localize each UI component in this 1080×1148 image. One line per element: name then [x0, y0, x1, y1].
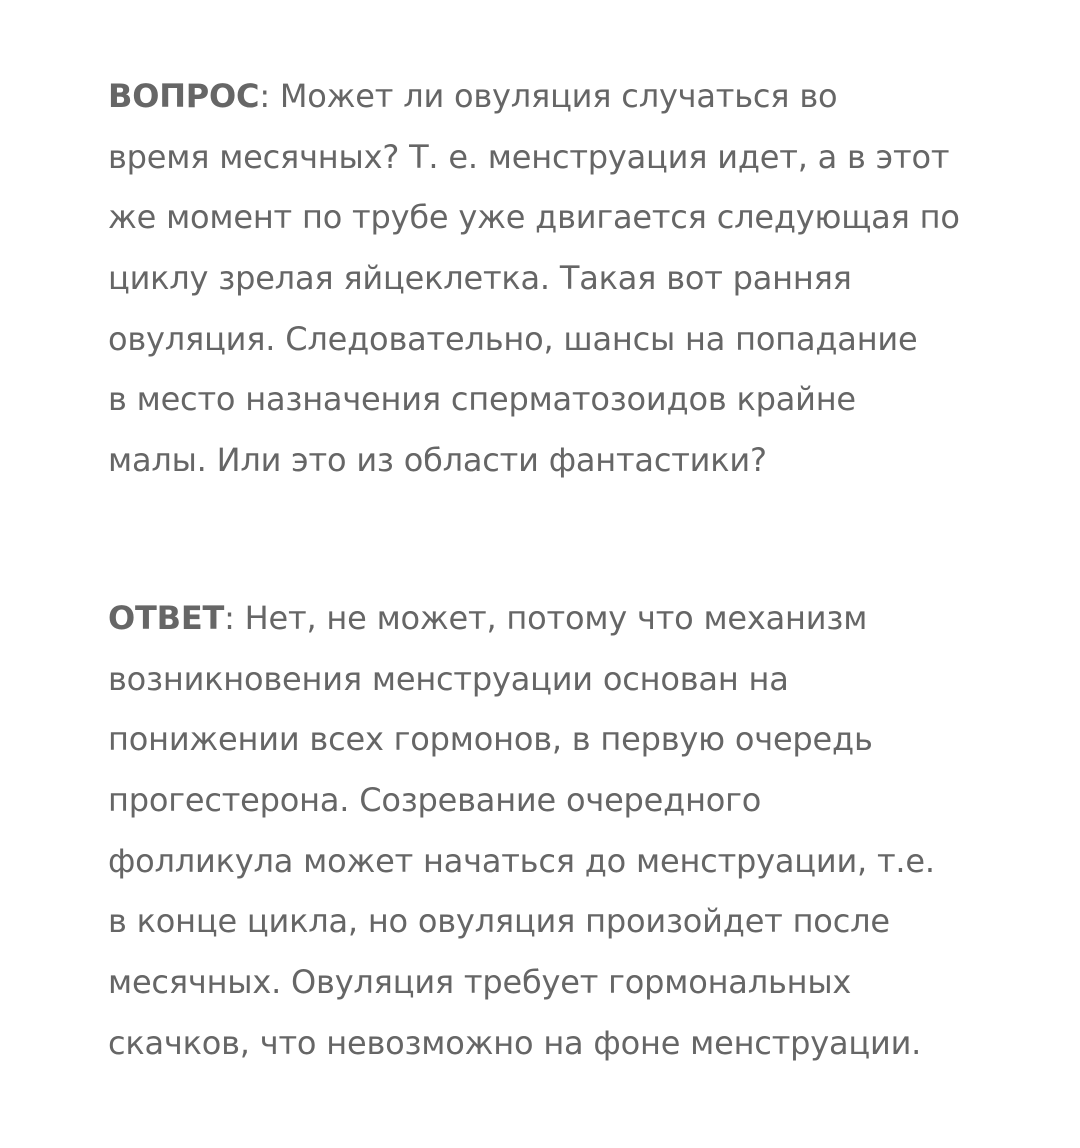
answer-label: ОТВЕТ [108, 599, 225, 637]
question-line: в место назначения сперматозоидов крайне [108, 380, 856, 419]
answer-line: прогестерона. Созревание очередного [108, 781, 762, 820]
answer-line: понижении всех гормонов, в первую очередь [108, 720, 873, 759]
question-text: : Может ли овуляция случаться во [259, 77, 838, 115]
answer-line [108, 588, 935, 649]
question-label: ВОПРОС [108, 77, 260, 115]
answer-line: возникновения менструации основан на [108, 659, 789, 698]
question-line: циклу зрелая яйцеклетка. Такая вот ранняя [108, 259, 852, 298]
question-line: время месячных? Т. е. менструация идет, а в этот [108, 137, 950, 176]
answer-line: фолликула может начаться до менструации, т.е. [108, 841, 935, 880]
question-line: же момент по трубе уже двигается следующая по [108, 198, 960, 237]
answer-line: скачков, что невозможно на фоне менструации. [108, 1023, 922, 1062]
answer-line: в конце цикла, но овуляция произойдет после [108, 902, 890, 941]
question-line: овуляция. Следовательно, шансы на попадание [108, 319, 918, 358]
answer-paragraph [108, 588, 935, 1074]
question-line [108, 66, 960, 127]
question-paragraph [108, 66, 960, 491]
answer-text: : Нет, не может, потому что механизм [224, 599, 868, 637]
question-line: малы. Или это из области фантастики? [108, 441, 767, 480]
answer-line: месячных. Овуляция требует гормональных [108, 963, 852, 1002]
